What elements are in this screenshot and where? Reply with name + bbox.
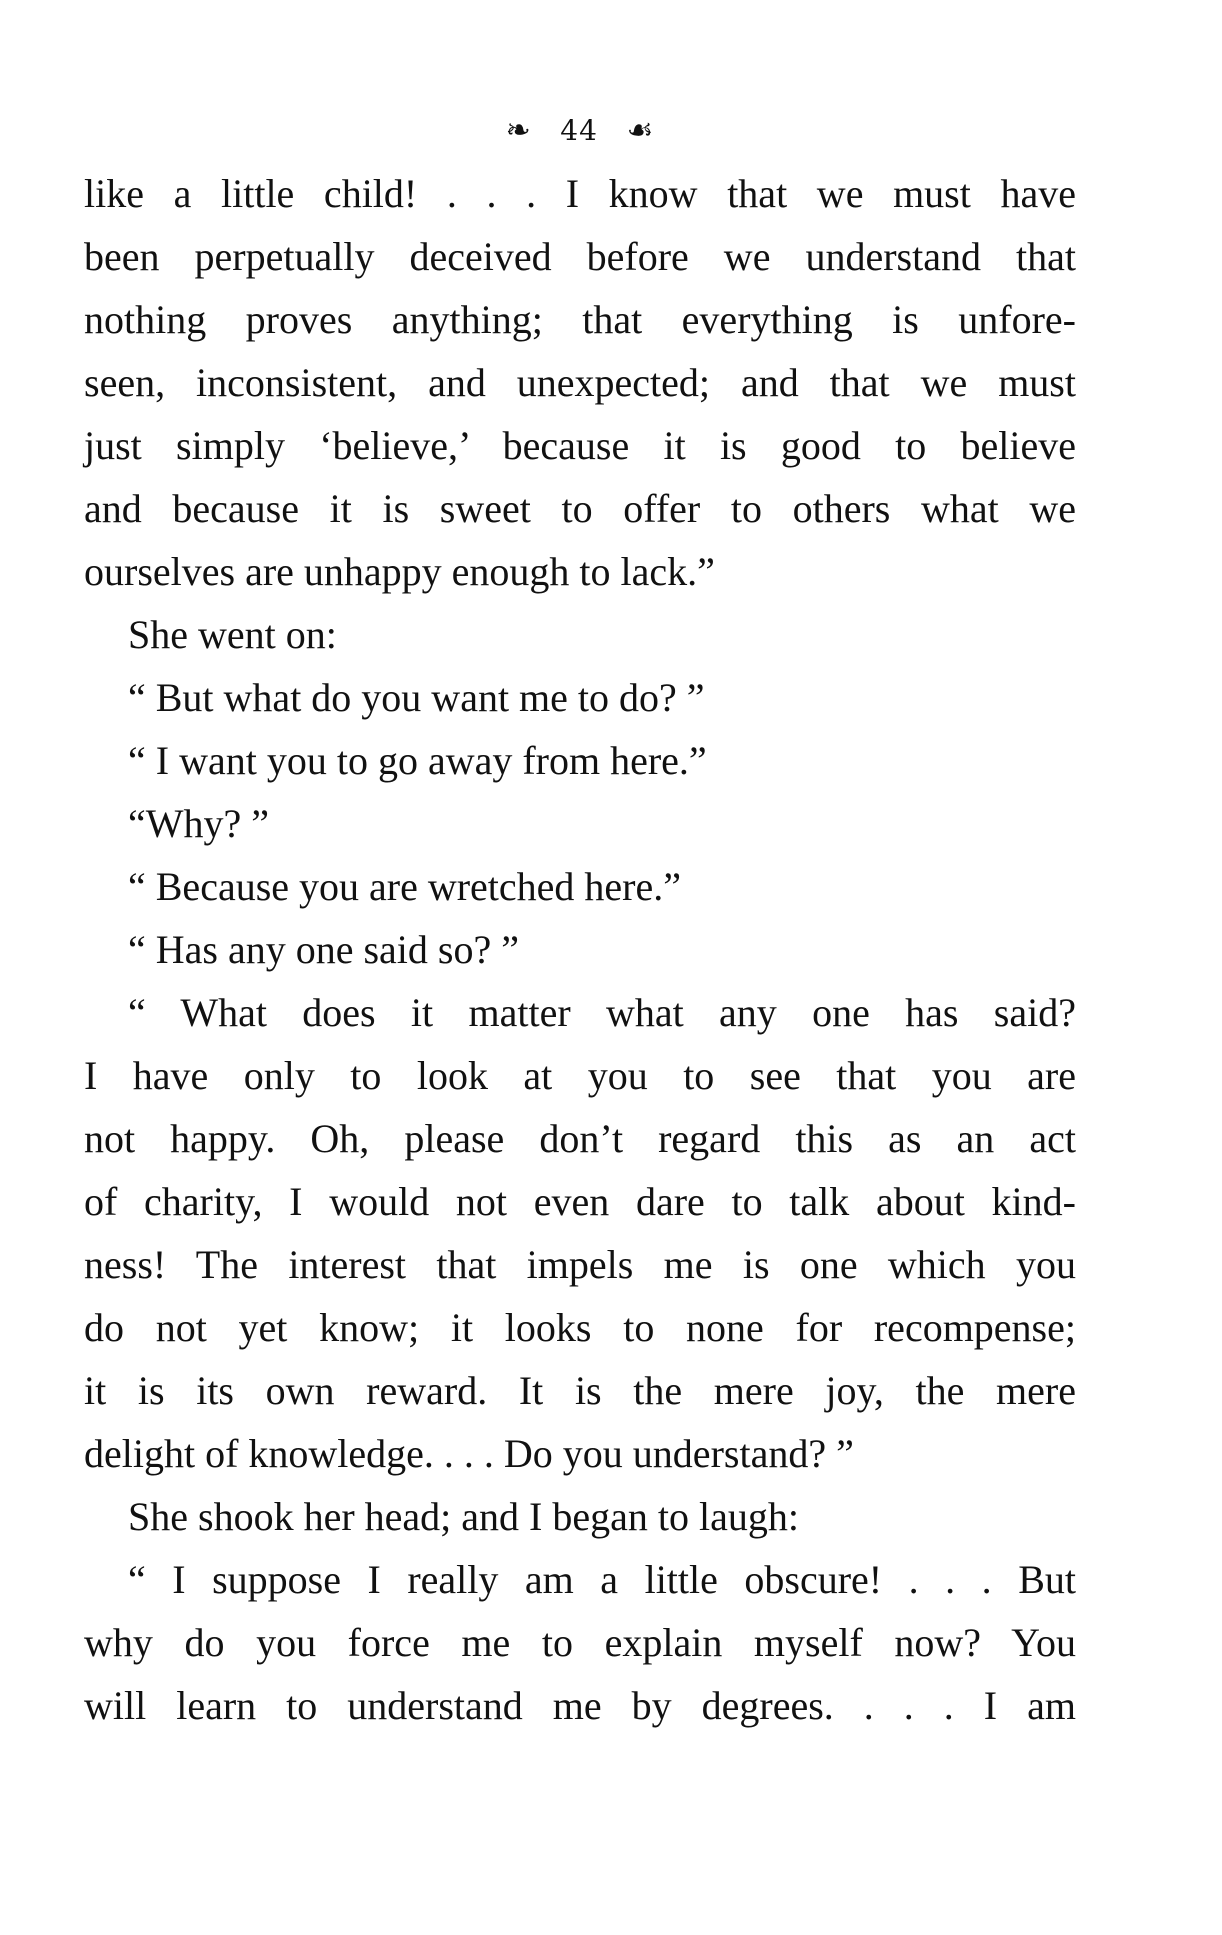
text-line: “ I suppose I really am a little obscure! . . . But — [128, 1557, 1076, 1602]
text-line: I have only to look at you to see that you are — [84, 1053, 1076, 1098]
text-line: She shook her head; and I began to laugh: — [128, 1494, 799, 1539]
text-line: “ I want you to go away from here.” — [128, 738, 707, 783]
text-line: ness! The interest that impels me is one which you — [84, 1242, 1076, 1287]
page-header — [84, 110, 1076, 162]
text-line: do not yet know; it looks to none for recompense; — [84, 1305, 1076, 1350]
text-line: “Why? ” — [128, 801, 270, 846]
page-number: 44 — [560, 114, 598, 147]
text-line: ourselves are unhappy enough to lack.” — [84, 549, 715, 594]
text-line: nothing proves anything; that everything is unfore- — [84, 297, 1076, 342]
body-text — [84, 162, 1076, 1737]
text-line: “ But what do you want me to do? ” — [128, 675, 705, 720]
text-line: “ Has any one said so? ” — [128, 927, 519, 972]
text-line: seen, inconsistent, and unexpected; and that we must — [84, 360, 1076, 405]
text-line: “ What does it matter what any one has said? — [128, 990, 1076, 1035]
text-line: just simply ‘believe,’ because it is good to believe — [84, 423, 1076, 468]
text-line: delight of knowledge. . . . Do you understand? ” — [84, 1431, 854, 1476]
ornament-left-icon: ❧ — [505, 113, 532, 148]
text-line: “ Because you are wretched here.” — [128, 864, 682, 909]
text-line: not happy. Oh, please don’t regard this as an act — [84, 1116, 1076, 1161]
text-line: of charity, I would not even dare to talk about kind- — [84, 1179, 1076, 1224]
text-line: been perpetually deceived before we understand that — [84, 234, 1076, 279]
text-line: She went on: — [128, 612, 337, 657]
text-line: why do you force me to explain myself now? You — [84, 1620, 1076, 1665]
text-line: will learn to understand me by degrees. . . . I am — [84, 1683, 1076, 1728]
text-line: it is its own reward. It is the mere joy, the mere — [84, 1368, 1076, 1413]
ornament-right-icon: ☙ — [626, 113, 655, 148]
book-page — [84, 110, 1076, 1737]
text-line: and because it is sweet to offer to others what we — [84, 486, 1076, 531]
text-line: like a little child! . . . I know that we must have — [84, 171, 1076, 216]
